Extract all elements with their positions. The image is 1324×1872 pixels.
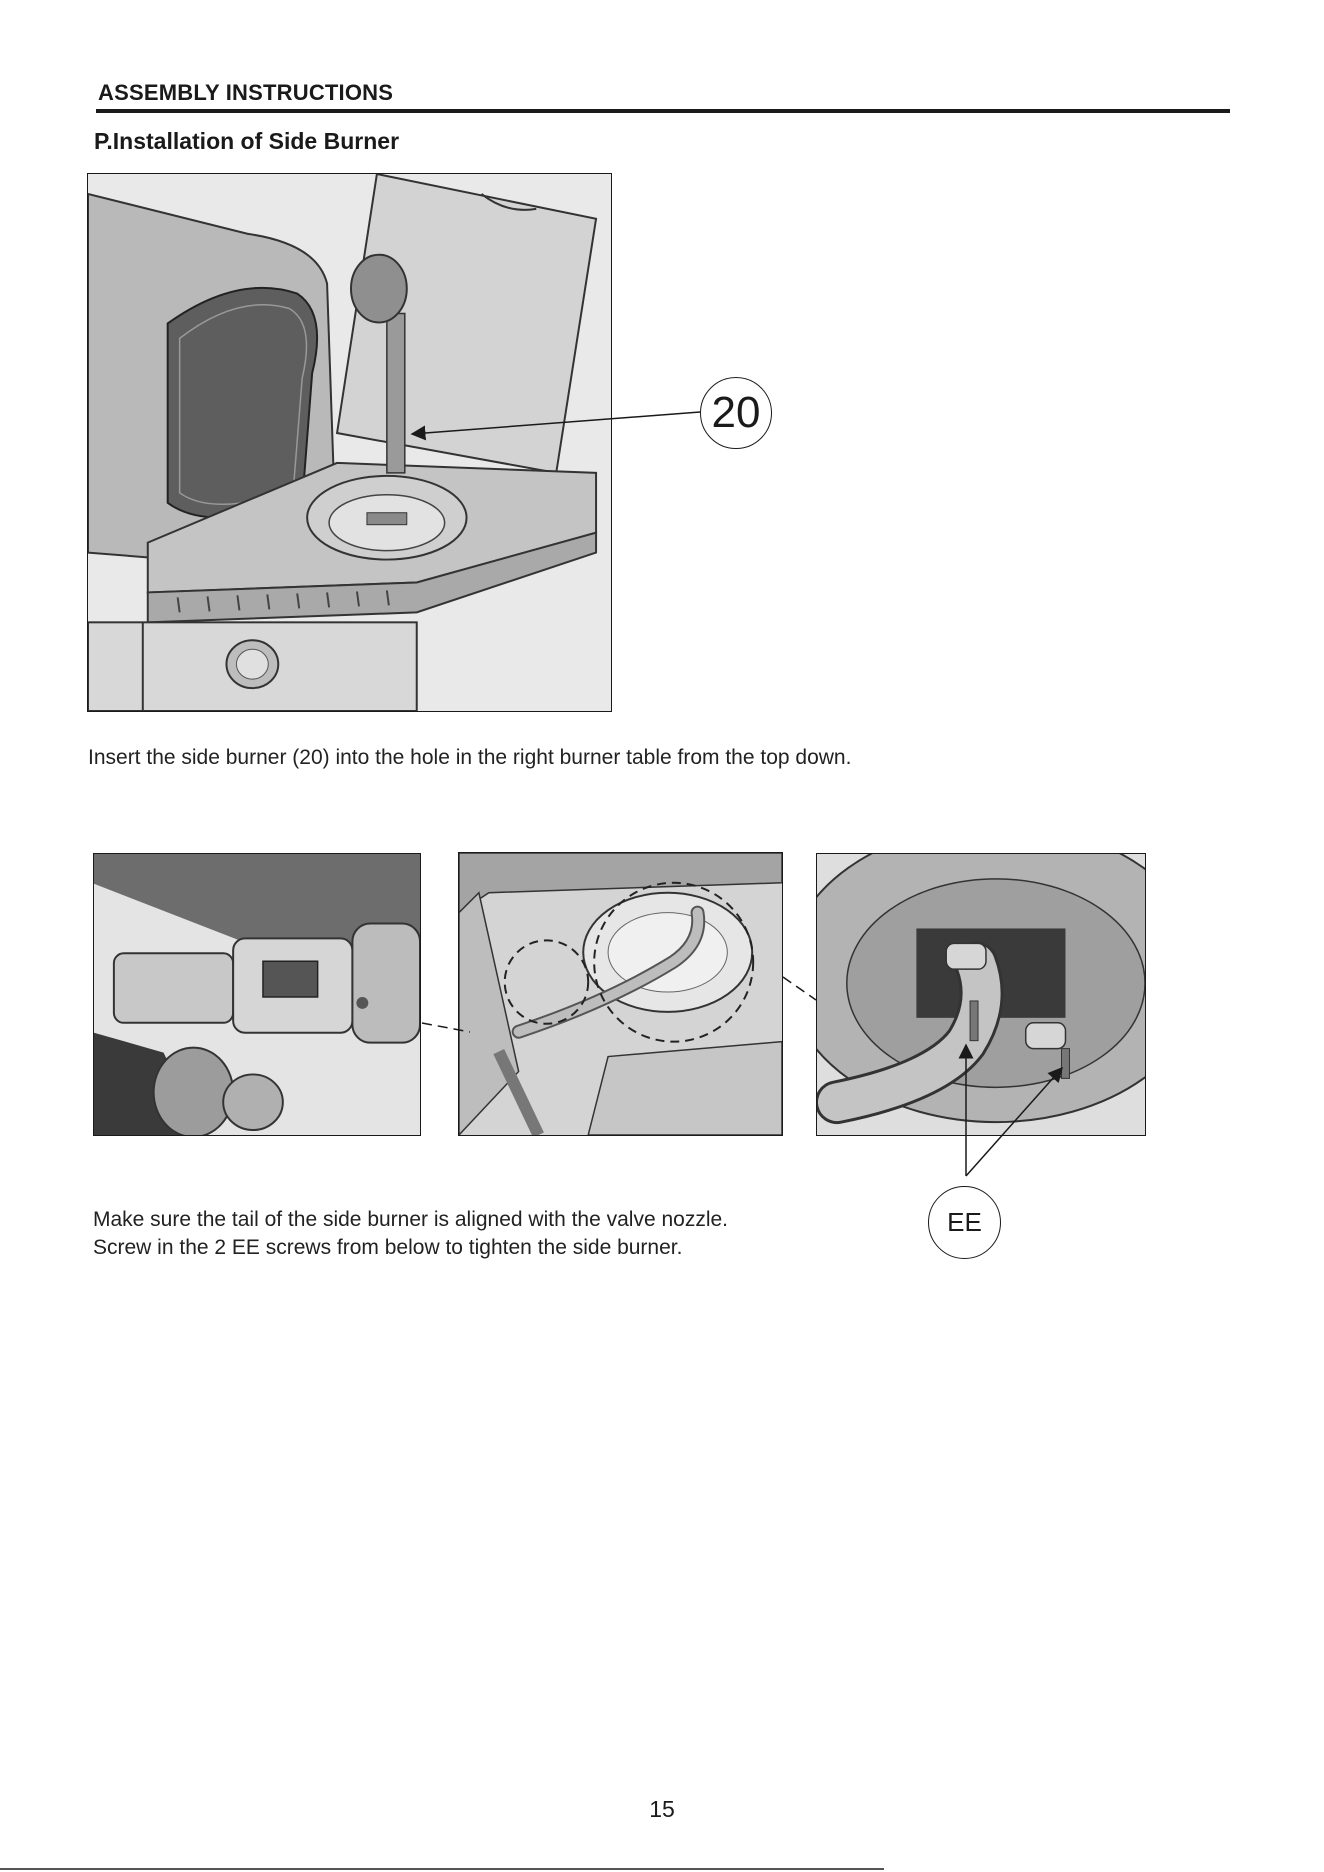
underside-overview-detail [458, 852, 783, 1136]
screw-ee-label: EE [947, 1207, 982, 1237]
side-burner-illustration [87, 173, 612, 712]
part-20-callout [700, 377, 772, 449]
page-number: 15 [649, 1796, 675, 1822]
valve-nozzle-detail [93, 853, 421, 1136]
step2-line2-text: Screw in the 2 EE screws from below to tighten the side burner. [93, 1236, 683, 1259]
footer-rule [0, 1868, 884, 1870]
screw-position-detail [816, 853, 1146, 1136]
section-title: ASSEMBLY INSTRUCTIONS [98, 80, 394, 105]
valve-nozzle-drawing [94, 854, 420, 1135]
screw-ee-callout [928, 1186, 1001, 1259]
step2-line1-text: Make sure the tail of the side burner is aligned with the valve nozzle. [93, 1208, 729, 1231]
grill-drawing [88, 174, 611, 711]
header-rule [96, 109, 1230, 113]
part-20-label: 20 [711, 388, 761, 437]
underside-overview-drawing [459, 853, 782, 1135]
screw-position-drawing [817, 854, 1145, 1135]
step-title: P.Installation of Side Burner [94, 128, 400, 154]
step1-text: Insert the side burner (20) into the hole in the right burner table from the top down. [88, 746, 852, 769]
